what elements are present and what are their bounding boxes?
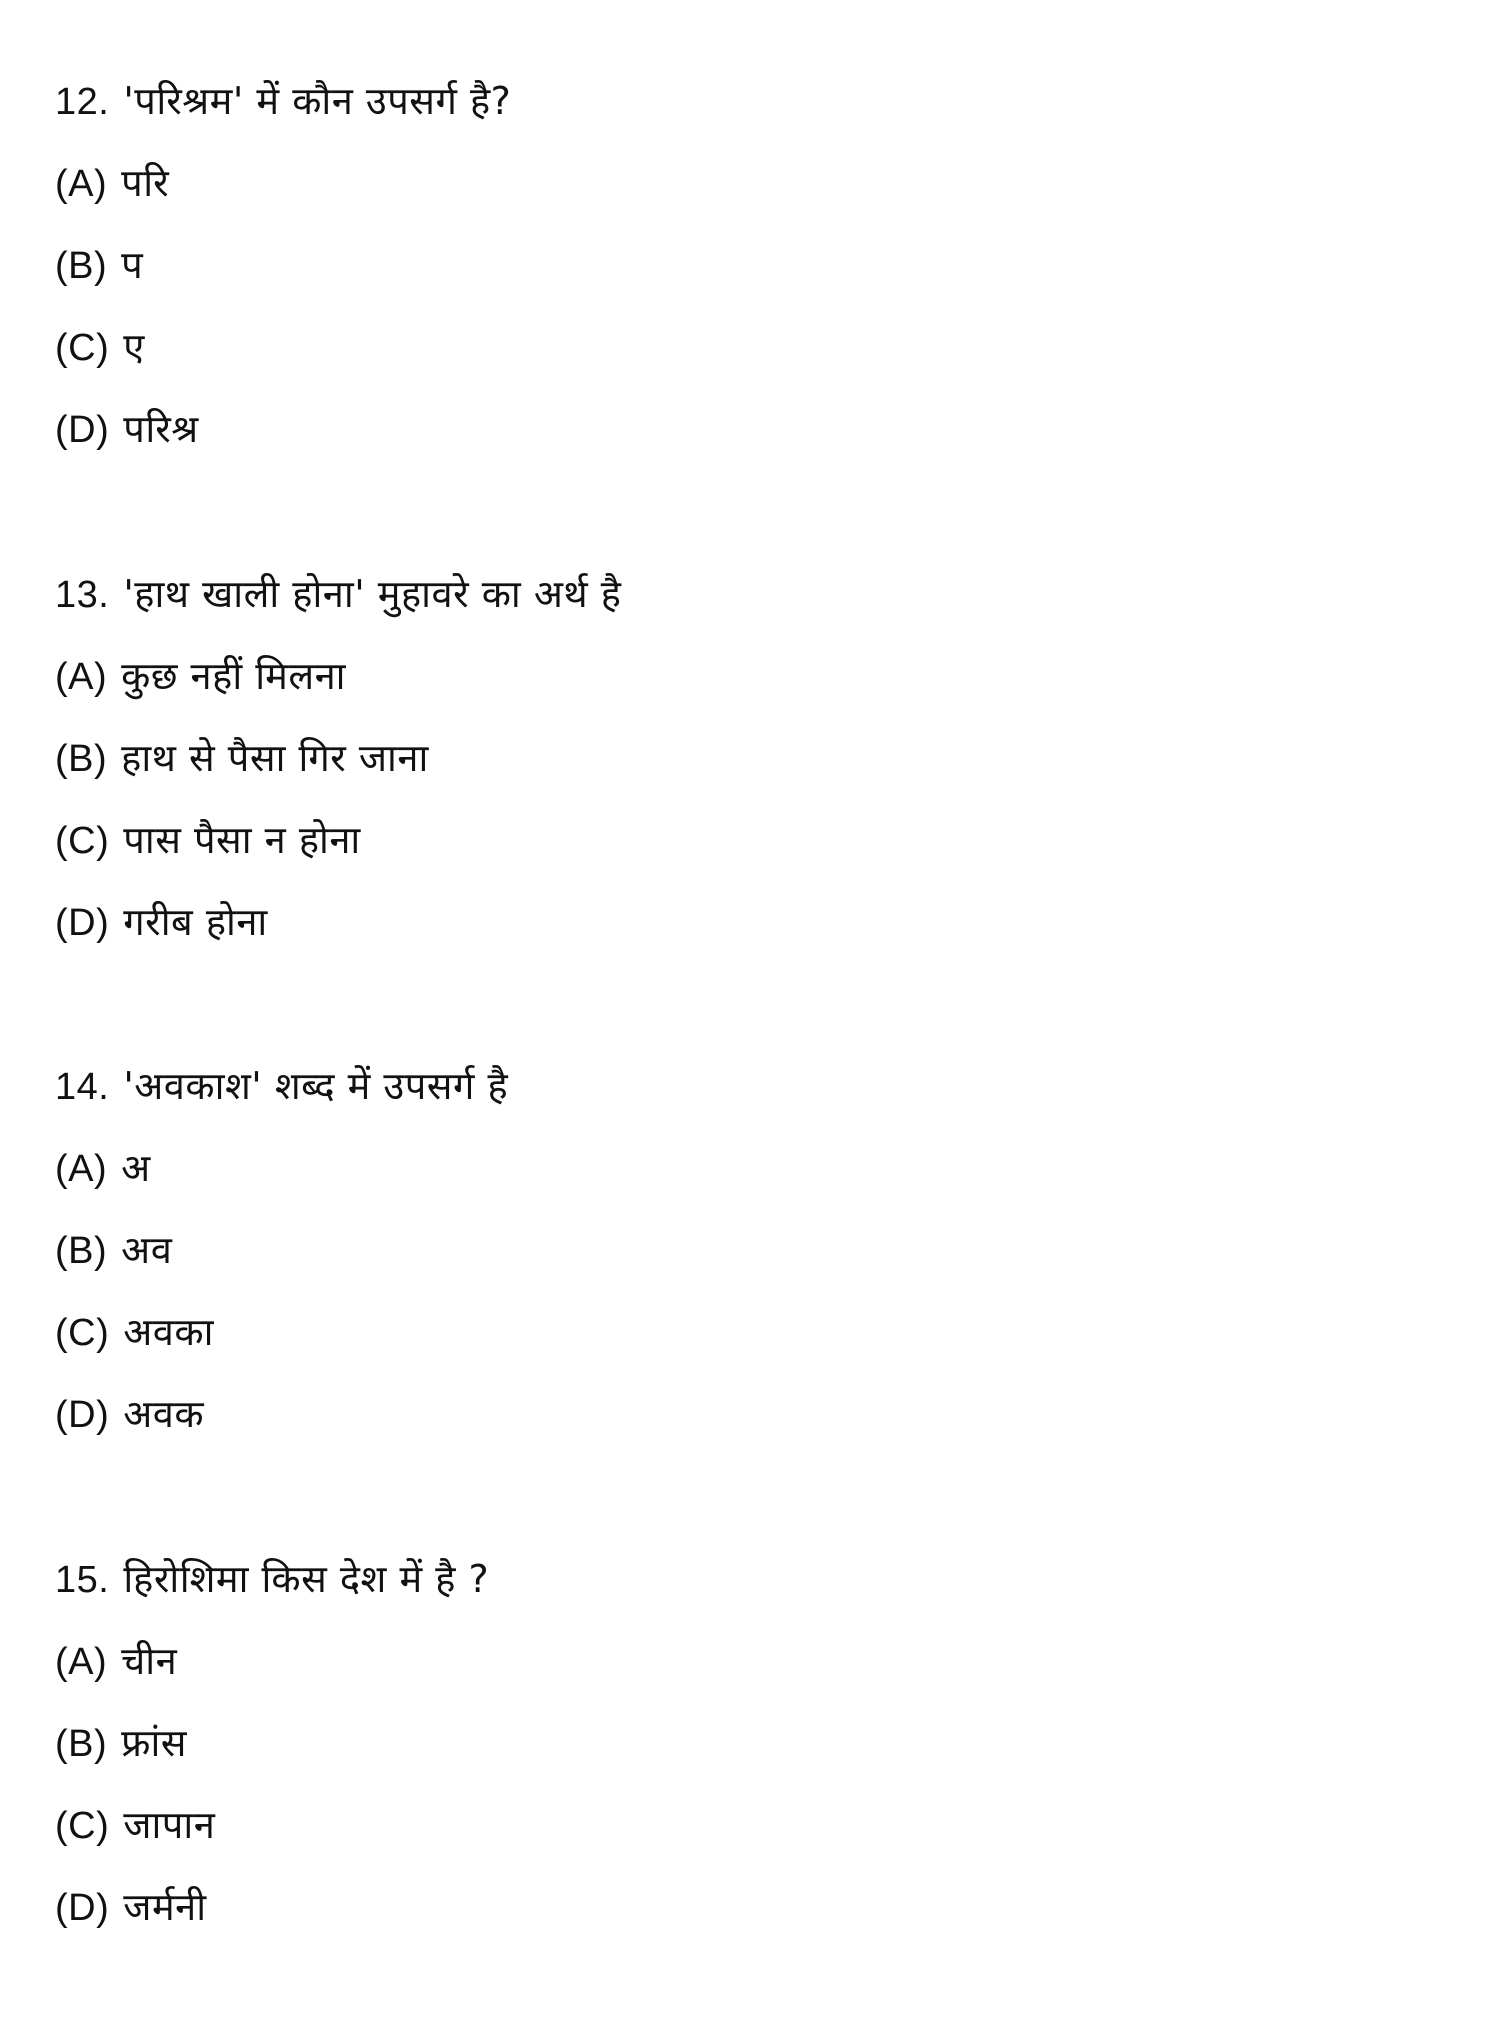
option-text: फ्रांस — [121, 1721, 187, 1765]
option-text: प — [121, 243, 144, 287]
option-label: (C) — [55, 1805, 110, 1847]
option-a — [55, 635, 1435, 717]
option-c — [55, 306, 1435, 388]
option-label: (C) — [55, 1312, 110, 1354]
option-b — [55, 224, 1435, 306]
option-c — [55, 799, 1435, 881]
option-text: अव — [121, 1228, 173, 1272]
option-text: अ — [121, 1146, 151, 1190]
question-text: 'परिश्रम' में कौन उपसर्ग है? — [123, 79, 512, 123]
option-label: (D) — [55, 409, 110, 451]
option-label: (D) — [55, 902, 110, 944]
option-label: (B) — [55, 738, 108, 780]
option-label: (C) — [55, 820, 110, 862]
option-text: अवका — [123, 1310, 214, 1354]
option-label: (A) — [55, 1148, 108, 1190]
question-text: 'हाथ खाली होना' मुहावरे का अर्थ है — [123, 572, 622, 616]
option-text: कुछ नहीं मिलना — [121, 654, 347, 698]
option-a — [55, 1620, 1435, 1702]
question-14 — [55, 1045, 1435, 1455]
option-label: (D) — [55, 1394, 110, 1436]
option-d — [55, 881, 1435, 963]
option-c — [55, 1784, 1435, 1866]
question-stem — [55, 553, 1435, 635]
option-label: (B) — [55, 1230, 108, 1272]
question-number: 15. — [55, 1559, 110, 1601]
question-stem — [55, 60, 1435, 142]
option-text: ए — [123, 325, 145, 369]
option-label: (C) — [55, 327, 110, 369]
option-label: (A) — [55, 1641, 108, 1683]
option-text: परिश्र — [123, 407, 199, 451]
option-text: गरीब होना — [123, 900, 268, 944]
option-text: हाथ से पैसा गिर जाना — [121, 736, 429, 780]
option-text: जापान — [123, 1803, 216, 1847]
option-text: पास पैसा न होना — [123, 818, 361, 862]
question-stem — [55, 1538, 1435, 1620]
option-d — [55, 388, 1435, 470]
option-text: चीन — [121, 1639, 178, 1683]
option-b — [55, 1209, 1435, 1291]
option-d — [55, 1373, 1435, 1455]
question-12 — [55, 60, 1435, 470]
option-label: (D) — [55, 1887, 110, 1929]
option-label: (B) — [55, 1723, 108, 1765]
option-label: (B) — [55, 245, 108, 287]
question-text: 'अवकाश' शब्द में उपसर्ग है — [123, 1064, 509, 1108]
option-a — [55, 142, 1435, 224]
option-b — [55, 1702, 1435, 1784]
option-a — [55, 1127, 1435, 1209]
question-text: हिरोशिमा किस देश में है ? — [123, 1557, 490, 1601]
option-text: परि — [121, 161, 170, 205]
question-13 — [55, 553, 1435, 963]
option-d — [55, 1866, 1435, 1948]
option-text: जर्मनी — [123, 1885, 207, 1929]
option-b — [55, 717, 1435, 799]
question-15 — [55, 1538, 1435, 1948]
question-number: 14. — [55, 1066, 110, 1108]
option-label: (A) — [55, 163, 108, 205]
option-label: (A) — [55, 656, 108, 698]
question-number: 13. — [55, 574, 110, 616]
question-number: 12. — [55, 81, 110, 123]
question-stem — [55, 1045, 1435, 1127]
option-c — [55, 1291, 1435, 1373]
option-text: अवक — [123, 1392, 205, 1436]
